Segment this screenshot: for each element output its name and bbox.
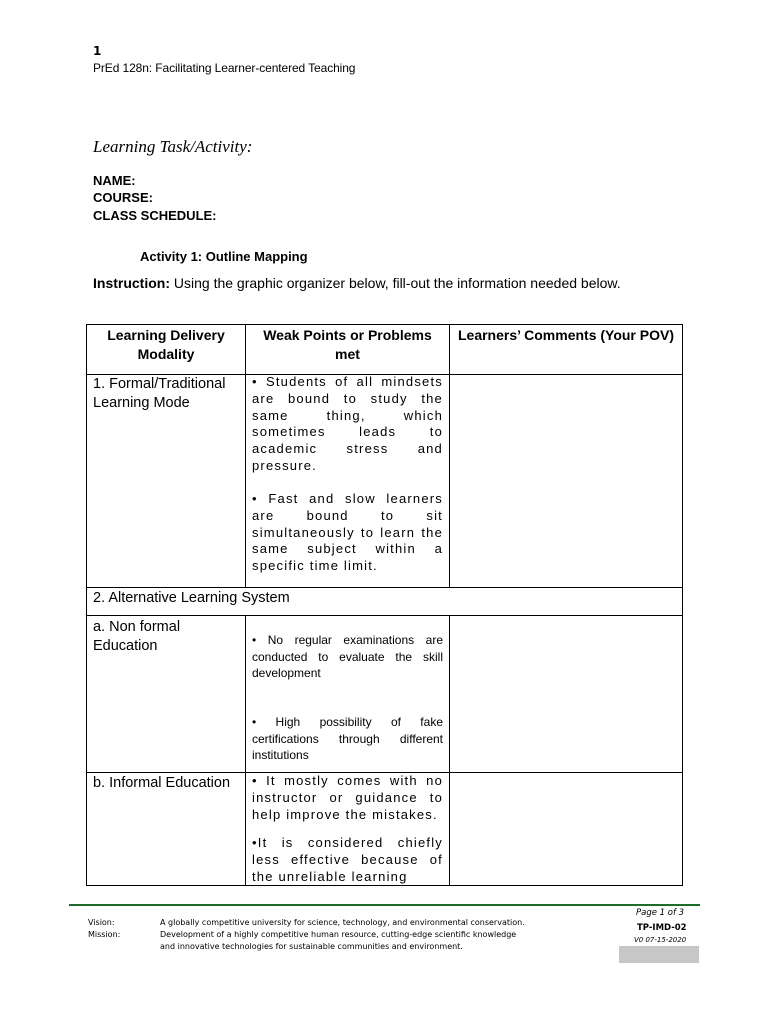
- course-title: PrEd 128n: Facilitating Learner-centered Teaching: [93, 61, 356, 75]
- table-row-divider: [86, 615, 683, 616]
- informal-comments-cell[interactable]: [451, 774, 681, 884]
- header-modality: Learning Delivery Modality: [107, 327, 225, 362]
- table-col-divider: [449, 324, 450, 588]
- row-label-als: 2. Alternative Learning System: [93, 590, 290, 606]
- formal-point-1: • Students of all mindsets are bound to study the same thing, which sometimes leads to academic stress and pressure.: [252, 374, 443, 473]
- row-label-informal: b. Informal Education: [93, 775, 231, 791]
- nonformal-point-2: • High possibility of fake certifications through different institutions: [252, 715, 443, 762]
- mission-text-line-2: and innovative technologies for sustainable communities and environment.: [160, 942, 463, 951]
- table-border-left: [86, 324, 87, 886]
- row-label-formal: 1. Formal/Traditional Learning Mode: [93, 376, 226, 411]
- formal-point-2: • Fast and slow learners are bound to sit simultaneously to learn the same subject within a specific time limit.: [252, 491, 443, 574]
- table-border-top: [86, 324, 683, 325]
- formal-comments-cell[interactable]: [451, 376, 681, 586]
- mission-label: Mission:: [88, 930, 121, 939]
- informal-point-2: •It is considered chiefly less effective because of the unreliable learning: [252, 835, 443, 884]
- table-border-bottom: [86, 885, 683, 886]
- row-label-nonformal: a. Non formal Education: [93, 619, 181, 654]
- page-number: 1: [93, 44, 102, 58]
- vision-text: A globally competitive university for science, technology, and environmental conservation.: [160, 918, 525, 927]
- course-field-label: COURSE:: [93, 190, 153, 205]
- name-field-label: NAME:: [93, 173, 136, 188]
- instruction: [93, 275, 621, 291]
- footer-rule: [69, 904, 700, 906]
- instruction-label: Instruction:: [93, 275, 170, 291]
- page-of-indicator: Page 1 of 3: [636, 908, 685, 918]
- vision-label: Vision:: [88, 918, 115, 927]
- informal-point-1: • It mostly comes with no instructor or guidance to help improve the mistakes.: [252, 773, 443, 822]
- table-col-divider: [245, 615, 246, 886]
- table-border-right: [682, 324, 683, 886]
- header-comments: Learners’ Comments (Your POV): [457, 327, 674, 343]
- activity-title: Activity 1: Outline Mapping: [140, 249, 308, 264]
- nonformal-comments-cell[interactable]: [451, 617, 681, 771]
- nonformal-point-1: • No regular examinations are conducted to evaluate the skill development: [252, 633, 443, 680]
- task-title: Learning Task/Activity:: [93, 137, 253, 156]
- class-schedule-field-label: CLASS SCHEDULE:: [93, 208, 217, 223]
- document-code: TP-IMD-02: [637, 923, 687, 933]
- instruction-text: Using the graphic organizer below, fill-out the information needed below.: [170, 275, 621, 291]
- table-col-divider: [245, 324, 246, 588]
- mission-text-line-1: Development of a highly competitive human resource, cutting-edge scientific knowledge: [160, 930, 517, 939]
- header-weak-points: Weak Points or Problems met: [263, 327, 432, 362]
- table-col-divider: [449, 615, 450, 886]
- document-version: V0 07-15-2020: [634, 936, 687, 944]
- table-row-divider: [86, 587, 683, 588]
- footer-gray-box: [619, 946, 699, 963]
